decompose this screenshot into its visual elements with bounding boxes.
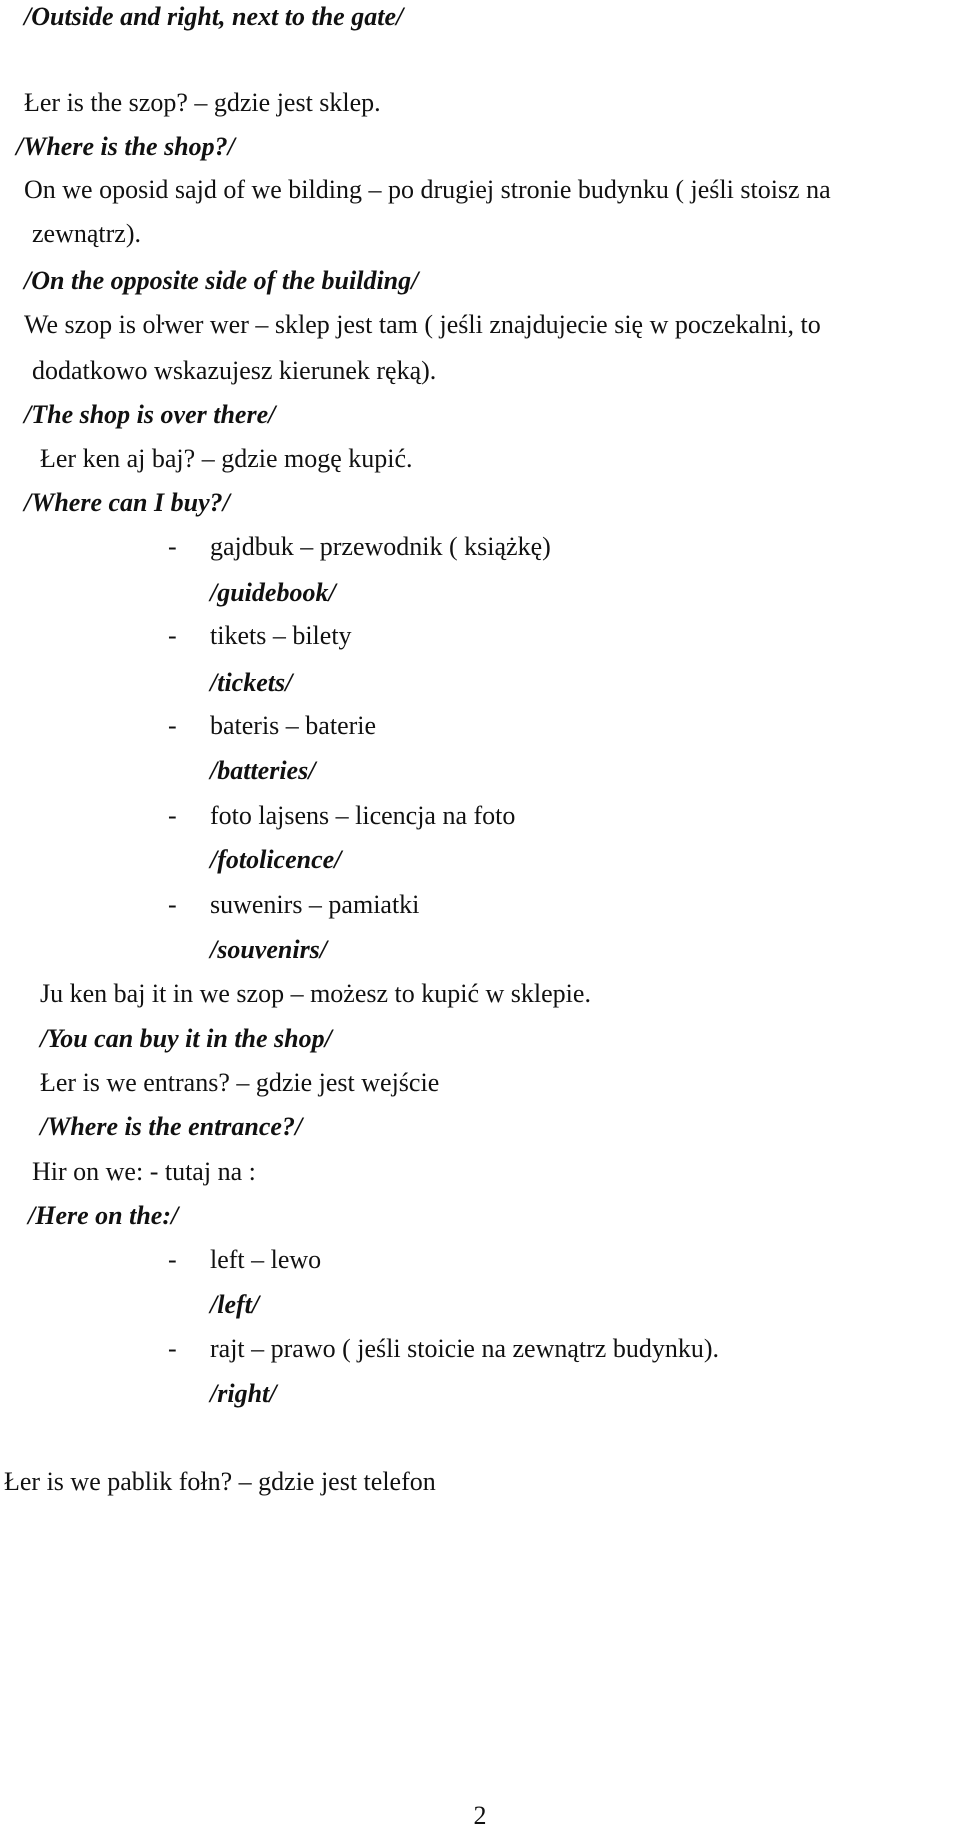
list-item-text: rajt – prawo ( jeśli stoicie na zewnątrz budynku).	[210, 1334, 719, 1363]
list-item	[168, 1247, 321, 1273]
list-dash: -	[168, 532, 177, 561]
page-number: 2	[473, 1801, 487, 1830]
translation-line: /Where is the shop?/	[16, 132, 235, 161]
list-dash: -	[168, 801, 177, 830]
list-item-translation: /tickets/	[210, 668, 293, 697]
phrase-line: On we oposid sajd of we bilding – po drugiej stronie budynku ( jeśli stoisz na	[24, 175, 831, 204]
list-item-translation: /fotolicence/	[210, 845, 342, 874]
list-item-translation: /left/	[210, 1290, 260, 1319]
phrase-line: Łer is we pablik fołn? – gdzie jest telefon	[4, 1467, 436, 1496]
list-item	[168, 803, 515, 829]
phrase-line: Łer is the szop? – gdzie jest sklep.	[24, 88, 381, 117]
list-item-translation: /batteries/	[210, 756, 316, 785]
list-item	[168, 1336, 719, 1362]
phrase-line-continued: zewnątrz).	[32, 219, 141, 248]
list-item-text: left – lewo	[210, 1245, 322, 1274]
translation-line: /Here on the:/	[28, 1201, 179, 1230]
list-item-text: bateris – baterie	[210, 711, 377, 740]
translation-line: /You can buy it in the shop/	[40, 1024, 332, 1053]
phrase-line: Ju ken baj it in we szop – możesz to kupić w sklepie.	[40, 979, 591, 1008]
translation-line: /The shop is over there/	[24, 400, 276, 429]
phrase-line: Łer is we entrans? – gdzie jest wejście	[40, 1068, 440, 1097]
translation-line: /Where is the entrance?/	[40, 1112, 303, 1141]
list-item-translation: /guidebook/	[210, 578, 336, 607]
phrase-line: We szop is oŀwer wer – sklep jest tam ( jeśli znajdujecie się w poczekalni, to	[24, 310, 821, 339]
list-dash: -	[168, 1245, 177, 1274]
list-item	[168, 892, 419, 918]
list-item	[168, 623, 352, 649]
list-dash: -	[168, 1334, 177, 1363]
translation-line: /On the opposite side of the building/	[24, 266, 419, 295]
translation-line: /Outside and right, next to the gate/	[24, 2, 404, 31]
phrase-line-continued: dodatkowo wskazujesz kierunek ręką).	[32, 356, 437, 385]
list-dash: -	[168, 621, 177, 650]
list-item-text: tikets – bilety	[210, 621, 352, 650]
phrase-line: Hir on we: - tutaj na :	[32, 1157, 256, 1186]
list-item-translation: /souvenirs/	[210, 935, 328, 964]
list-item-text: foto lajsens – licencja na foto	[210, 801, 516, 830]
list-item-text: gajdbuk – przewodnik ( książkę)	[210, 532, 551, 561]
list-item	[168, 713, 376, 739]
list-dash: -	[168, 711, 177, 740]
list-item-text: suwenirs – pamiatki	[210, 890, 420, 919]
list-dash: -	[168, 890, 177, 919]
translation-line: /Where can I buy?/	[24, 488, 230, 517]
phrase-line: Łer ken aj baj? – gdzie mogę kupić.	[40, 444, 413, 473]
list-item	[168, 534, 551, 560]
list-item-translation: /right/	[210, 1379, 277, 1408]
